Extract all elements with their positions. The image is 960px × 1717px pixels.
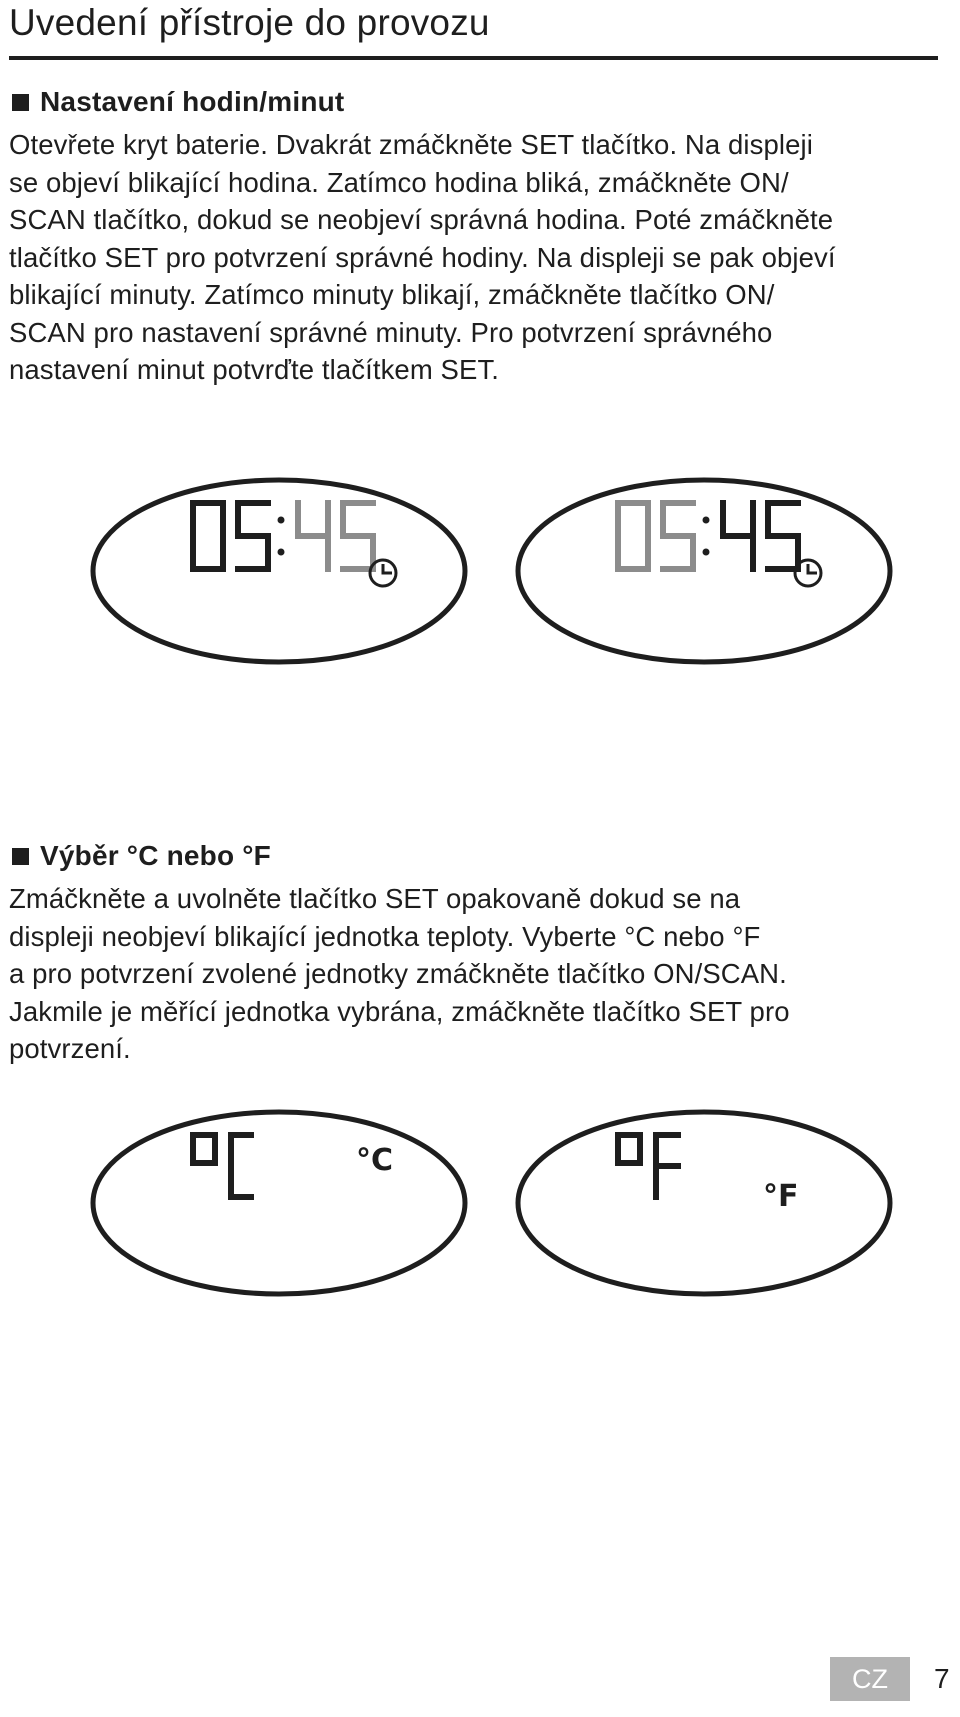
paragraph-line: Jakmile je měřící jednotka vybrána, zmáčkněte tlačítko SET pro	[9, 995, 790, 1027]
paragraph-line: SCAN tlačítko, dokud se neobjeví správná hodina. Poté zmáčkněte	[9, 204, 834, 235]
lcd-display-unit-fahrenheit	[515, 1108, 895, 1298]
paragraph-line: blikající minuty. Zatímco minuty blikají, zmáčkněte tlačítko ON/	[9, 279, 775, 310]
section-heading-unit-text: Výběr °C nebo °F	[40, 840, 271, 871]
section-heading-time	[12, 86, 344, 118]
lcd-display-time-minutes-blinking	[90, 476, 470, 666]
paragraph-line: SCAN pro nastavení správné minuty. Pro potvrzení správného	[9, 316, 773, 348]
paragraph-line: Zmáčkněte a uvolněte tlačítko SET opakovaně dokud se na	[9, 883, 741, 914]
fahrenheit-unit-symbol: °F	[763, 1179, 799, 1214]
section-time-paragraph	[9, 126, 939, 389]
lcd-display-time-hours-blinking	[515, 476, 895, 666]
paragraph-line: displeji neobjeví blikající jednotka teploty. Vyberte °C nebo °F	[9, 920, 761, 952]
lcd-oval-frame	[93, 480, 465, 662]
page-title: Uvedení přístroje do provozu	[9, 2, 490, 43]
section-heading-time-text: Nastavení hodin/minut	[40, 86, 345, 117]
square-bullet-icon	[12, 848, 29, 865]
lcd-oval-frame	[518, 480, 890, 662]
paragraph-line: potvrzení.	[9, 1033, 131, 1064]
section-unit-paragraph	[9, 880, 939, 1068]
page-number: 7	[934, 1663, 950, 1694]
lcd-oval-frame	[93, 1112, 465, 1294]
section-heading-unit	[12, 840, 271, 872]
paragraph-line: nastavení minut potvrďte tlačítkem SET.	[9, 354, 500, 385]
celsius-unit-symbol: °C	[356, 1143, 394, 1178]
lcd-display-unit-celsius	[90, 1108, 470, 1298]
paragraph-line: a pro potvrzení zvolené jednotky zmáčkněte tlačítko ON/SCAN.	[9, 958, 787, 989]
language-badge: CZ	[830, 1657, 910, 1701]
paragraph-line: se objeví blikající hodina. Zatímco hodina bliká, zmáčkněte ON/	[9, 166, 789, 198]
paragraph-line: Otevřete kryt baterie. Dvakrát zmáčkněte SET tlačítko. Na displeji	[9, 129, 813, 160]
title-divider	[9, 56, 938, 60]
square-bullet-icon	[12, 94, 29, 111]
paragraph-line: tlačítko SET pro potvrzení správné hodiny. Na displeji se pak objeví	[9, 241, 836, 273]
lcd-oval-frame	[518, 1112, 890, 1294]
